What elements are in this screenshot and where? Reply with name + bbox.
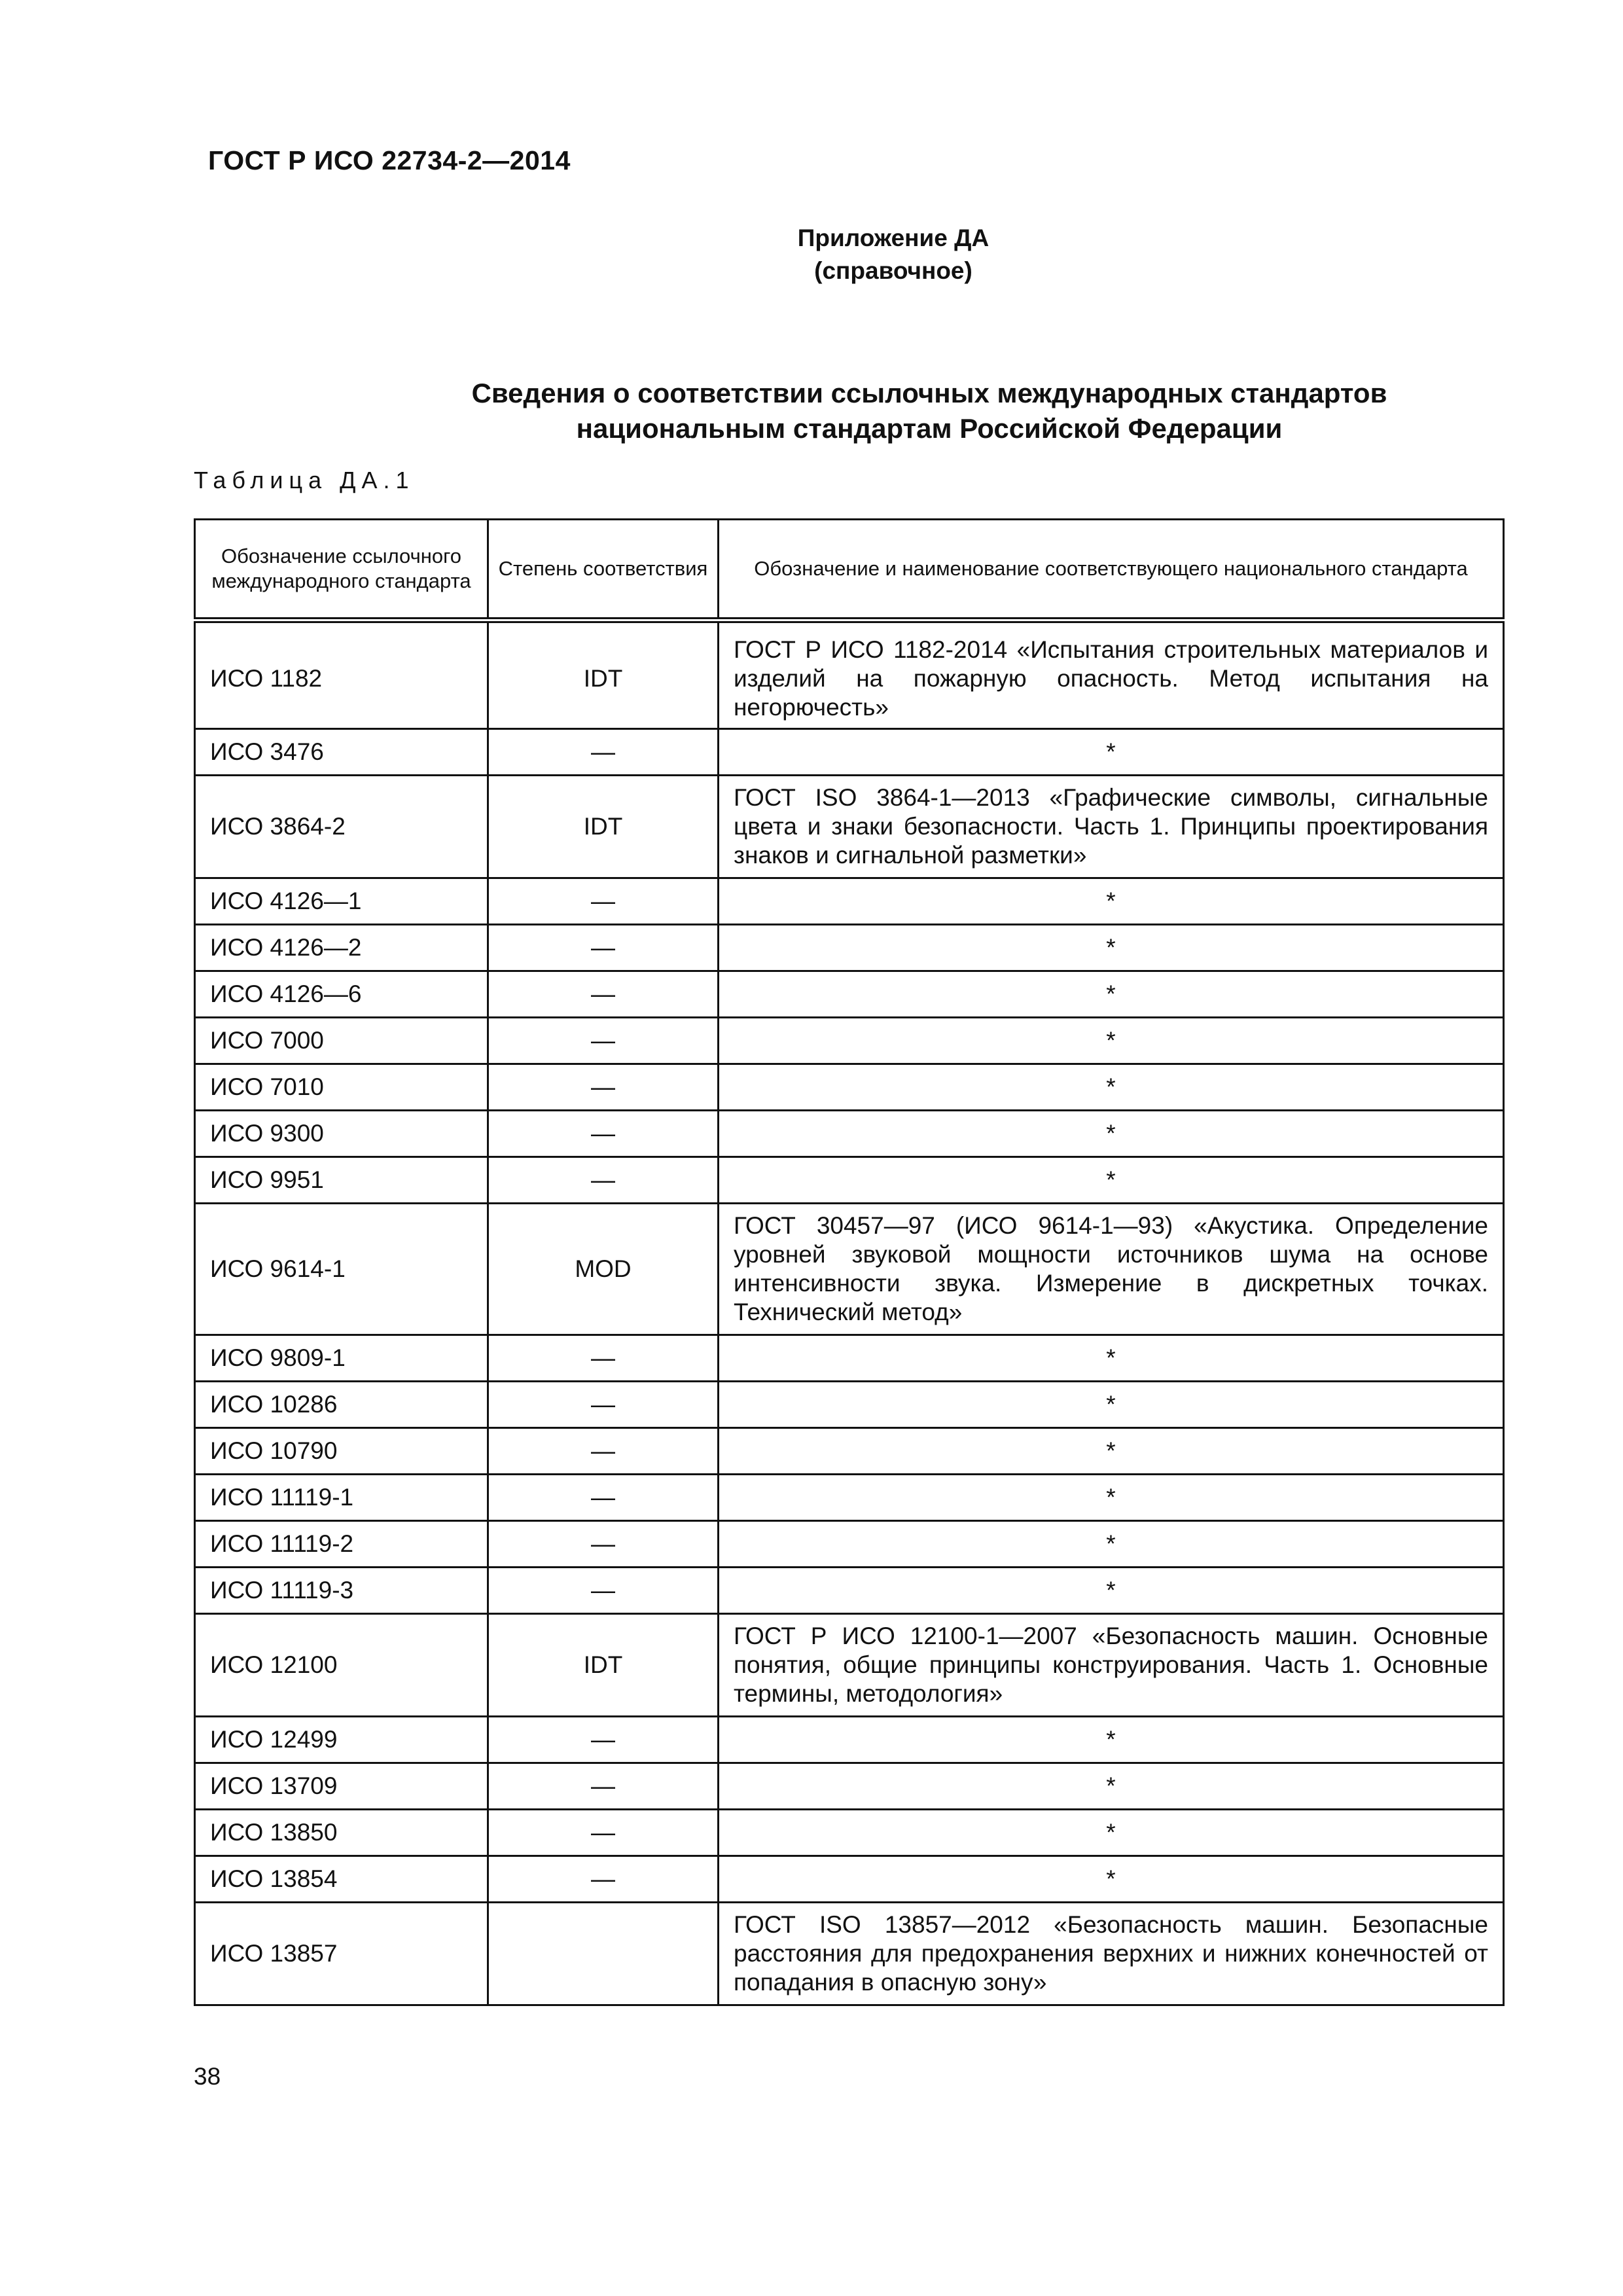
cell-reference-standard: ИСО 11119-3	[195, 1568, 488, 1614]
table-row	[195, 1382, 1504, 1428]
cell-national-standard: *	[719, 878, 1504, 925]
cell-degree: —	[488, 1157, 719, 1204]
cell-national-standard: *	[719, 1763, 1504, 1810]
cell-national-standard: *	[719, 1717, 1504, 1763]
cell-reference-standard: ИСО 13857	[195, 1903, 488, 2005]
cell-reference-standard: ИСО 10286	[195, 1382, 488, 1428]
column-header-reference-standard: Обозначение ссылочного международного стандарта	[195, 520, 488, 620]
cell-reference-standard: ИСО 11119-2	[195, 1521, 488, 1568]
table-row	[195, 1018, 1504, 1064]
table-row	[195, 620, 1504, 729]
cell-degree: —	[488, 1018, 719, 1064]
cell-degree: —	[488, 1475, 719, 1521]
cell-national-standard: *	[719, 1064, 1504, 1111]
table-row	[195, 1064, 1504, 1111]
table-body	[195, 620, 1504, 2005]
table-row	[195, 1810, 1504, 1856]
table-caption: Таблица ДА.1	[194, 467, 415, 493]
cell-reference-standard: ИСО 10790	[195, 1428, 488, 1475]
cell-reference-standard: ИСО 12100	[195, 1614, 488, 1717]
column-header-degree: Степень соответствия	[488, 520, 719, 620]
cell-national-standard: *	[719, 1382, 1504, 1428]
cell-reference-standard: ИСО 1182	[195, 620, 488, 729]
cell-reference-standard: ИСО 9951	[195, 1157, 488, 1204]
cell-reference-standard: ИСО 3864-2	[195, 776, 488, 878]
table-row	[195, 1475, 1504, 1521]
cell-national-standard: *	[719, 1428, 1504, 1475]
cell-reference-standard: ИСО 9614-1	[195, 1204, 488, 1335]
cell-degree: —	[488, 1111, 719, 1157]
table-row	[195, 925, 1504, 971]
cell-degree: —	[488, 1568, 719, 1614]
table-header-row	[195, 520, 1504, 620]
cell-degree: MOD	[488, 1204, 719, 1335]
conformity-table-wrapper	[194, 518, 1505, 2006]
cell-degree: IDT	[488, 1614, 719, 1717]
cell-degree: —	[488, 1810, 719, 1856]
cell-degree: —	[488, 971, 719, 1018]
table-row	[195, 1717, 1504, 1763]
cell-national-standard: *	[719, 925, 1504, 971]
cell-national-standard: *	[719, 1111, 1504, 1157]
cell-national-standard: ГОСТ 30457—97 (ИСО 9614-1—93) «Акустика. Определение уровней звуковой мощности источников шума на основе интенсивности звука. Измерение в дискретных точках. Технический метод»	[719, 1204, 1504, 1335]
cell-reference-standard: ИСО 9809-1	[195, 1335, 488, 1382]
cell-national-standard: ГОСТ ISO 13857—2012 «Безопасность машин. Безопасные расстояния для предохранения верхних и нижних конечностей от попадания в опасную зону»	[719, 1903, 1504, 2005]
table-row	[195, 1763, 1504, 1810]
cell-national-standard: ГОСТ ISO 3864-1—2013 «Графические символы, сигнальные цвета и знаки безопасности. Часть 1. Принципы проектирования знаков и сигнальной разметки»	[719, 776, 1504, 878]
table-row	[195, 1903, 1504, 2005]
table-row	[195, 1856, 1504, 1903]
cell-degree: IDT	[488, 776, 719, 878]
document-header: ГОСТ Р ИСО 22734-2—2014	[208, 145, 571, 175]
section-title-line-2: национальным стандартам Российской Федерации	[576, 413, 1283, 444]
appendix-type: (справочное)	[814, 257, 972, 284]
cell-degree: —	[488, 1717, 719, 1763]
table-row	[195, 729, 1504, 776]
cell-reference-standard: ИСО 3476	[195, 729, 488, 776]
table-row	[195, 1157, 1504, 1204]
cell-degree: —	[488, 1521, 719, 1568]
cell-reference-standard: ИСО 7010	[195, 1064, 488, 1111]
table-row	[195, 1204, 1504, 1335]
cell-reference-standard: ИСО 11119-1	[195, 1475, 488, 1521]
cell-reference-standard: ИСО 13850	[195, 1810, 488, 1856]
cell-reference-standard: ИСО 7000	[195, 1018, 488, 1064]
table-row	[195, 1111, 1504, 1157]
table-row	[195, 1428, 1504, 1475]
cell-national-standard: *	[719, 1475, 1504, 1521]
cell-national-standard: *	[719, 1568, 1504, 1614]
table-row	[195, 776, 1504, 878]
cell-reference-standard: ИСО 12499	[195, 1717, 488, 1763]
column-header-national-standard: Обозначение и наименование соответствующего национального стандарта	[719, 520, 1504, 620]
cell-national-standard: ГОСТ Р ИСО 1182-2014 «Испытания строительных материалов и изделий на пожарную опасность. Метод испытания на негорючесть»	[719, 620, 1504, 729]
cell-reference-standard: ИСО 9300	[195, 1111, 488, 1157]
cell-national-standard: *	[719, 729, 1504, 776]
cell-national-standard: *	[719, 1018, 1504, 1064]
cell-reference-standard: ИСО 13854	[195, 1856, 488, 1903]
table-row	[195, 878, 1504, 925]
cell-degree: —	[488, 1428, 719, 1475]
cell-national-standard: *	[719, 1521, 1504, 1568]
cell-national-standard: *	[719, 1335, 1504, 1382]
section-title-line-1: Сведения о соответствии ссылочных международных стандартов	[471, 378, 1387, 408]
cell-national-standard: ГОСТ Р ИСО 12100-1—2007 «Безопасность машин. Основные понятия, общие принципы конструирования. Часть 1. Основные термины, методология»	[719, 1614, 1504, 1717]
page-number: 38	[194, 2063, 221, 2090]
cell-national-standard: *	[719, 1157, 1504, 1204]
cell-national-standard: *	[719, 1856, 1504, 1903]
conformity-table	[194, 518, 1505, 2006]
cell-reference-standard: ИСО 4126—6	[195, 971, 488, 1018]
cell-degree	[488, 1903, 719, 2005]
appendix-title: Приложение ДА	[797, 224, 990, 251]
cell-degree: —	[488, 1382, 719, 1428]
cell-degree: —	[488, 1856, 719, 1903]
cell-reference-standard: ИСО 4126—2	[195, 925, 488, 971]
cell-reference-standard: ИСО 4126—1	[195, 878, 488, 925]
cell-national-standard: *	[719, 1810, 1504, 1856]
table-row	[195, 1335, 1504, 1382]
cell-degree: —	[488, 1763, 719, 1810]
table-row	[195, 1568, 1504, 1614]
cell-national-standard: *	[719, 971, 1504, 1018]
table-row	[195, 971, 1504, 1018]
cell-degree: IDT	[488, 620, 719, 729]
table-row	[195, 1521, 1504, 1568]
cell-degree: —	[488, 1335, 719, 1382]
cell-degree: —	[488, 1064, 719, 1111]
cell-degree: —	[488, 729, 719, 776]
cell-reference-standard: ИСО 13709	[195, 1763, 488, 1810]
table-row	[195, 1614, 1504, 1717]
cell-degree: —	[488, 878, 719, 925]
cell-degree: —	[488, 925, 719, 971]
